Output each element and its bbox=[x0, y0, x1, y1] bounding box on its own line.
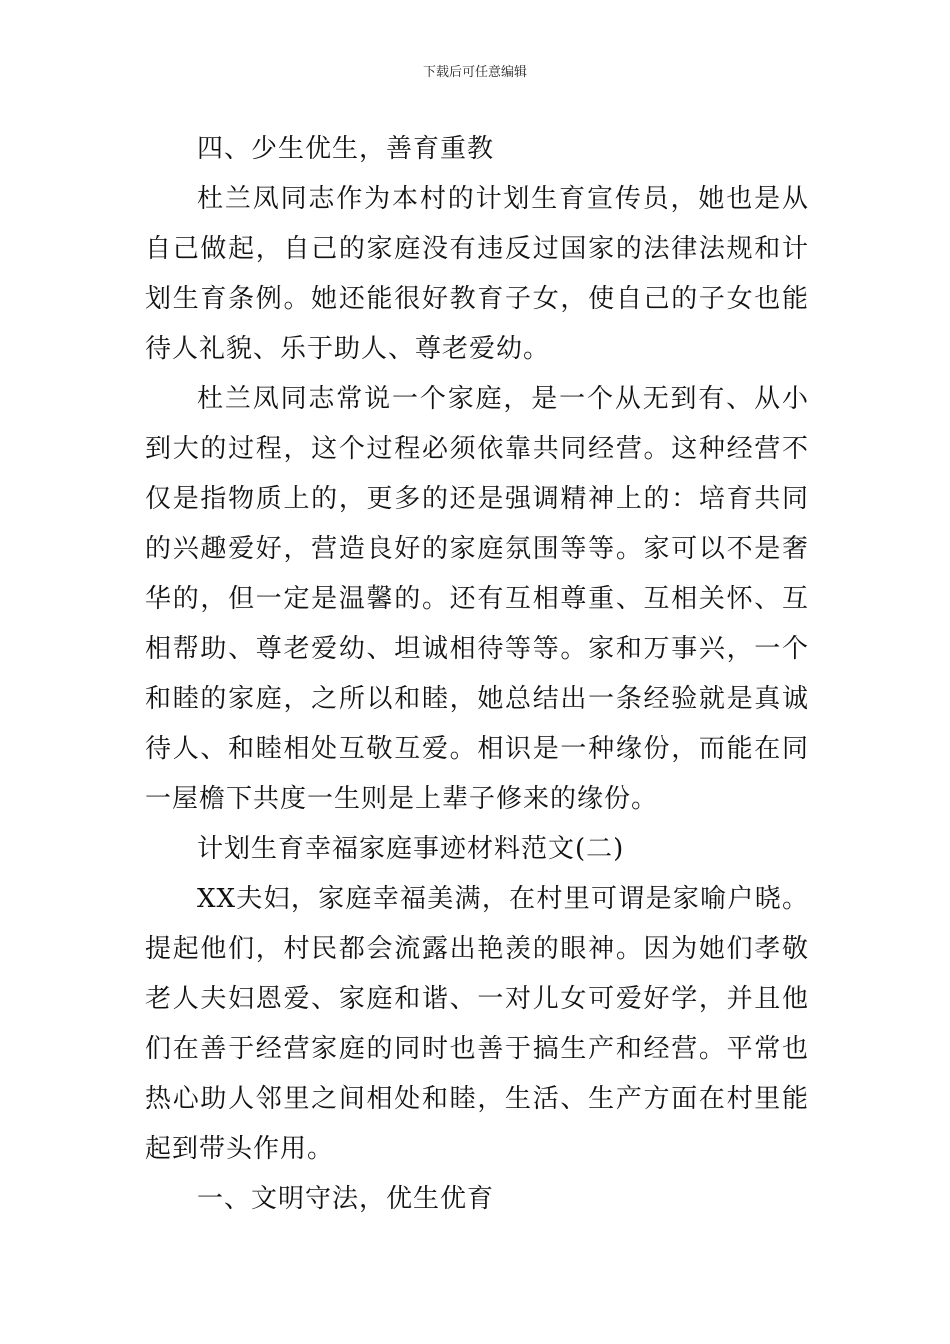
section-heading-one: 一、文明守法，优生优育 bbox=[197, 1184, 495, 1214]
paragraph: 杜兰凤同志作为本村的计划生育宣传员，她也是从自己做起，自己的家庭没有违反过国家的法律法规和计划生育条例。她还能很好教育子女，使自己的子女也能待人礼貌、乐于助人、尊老爱幼。 bbox=[145, 184, 809, 364]
header-note: 下载后可任意编辑 bbox=[422, 65, 527, 80]
section-heading-four: 四、少生优生，善育重教 bbox=[197, 134, 495, 164]
paragraph: 杜兰凤同志常说一个家庭，是一个从无到有、从小到大的过程，这个过程必须依靠共同经营。这种经营不仅是指物质上的，更多的还是强调精神上的：培育共同的兴趣爱好，营造良好的家庭氛围等等。家可以不是奢华的，但一定是温馨的。还有互相尊重、互相关怀、互相帮助、尊老爱幼、坦诚相待等等。家和万事兴，一个和睦的家庭，之所以和睦，她总结出一条经验就是真诚待人、和睦相处互敬互爱。相识是一种缘份，而能在同一屋檐下共度一生则是上辈子修来的缘份。 bbox=[145, 384, 809, 814]
paragraph: XX夫妇，家庭幸福美满，在村里可谓是家喻户晓。提起他们，村民都会流露出艳羡的眼神。因为她们孝敬老人夫妇恩爱、家庭和谐、一对儿女可爱好学，并且他们在善于经营家庭的同时也善于搞生产和经营。平常也热心助人邻里之间相处和睦，生活、生产方面在村里能起到带头作用。 bbox=[145, 884, 809, 1164]
article-title: 计划生育幸福家庭事迹材料范文(二) bbox=[197, 834, 625, 864]
document-body bbox=[145, 124, 809, 1224]
